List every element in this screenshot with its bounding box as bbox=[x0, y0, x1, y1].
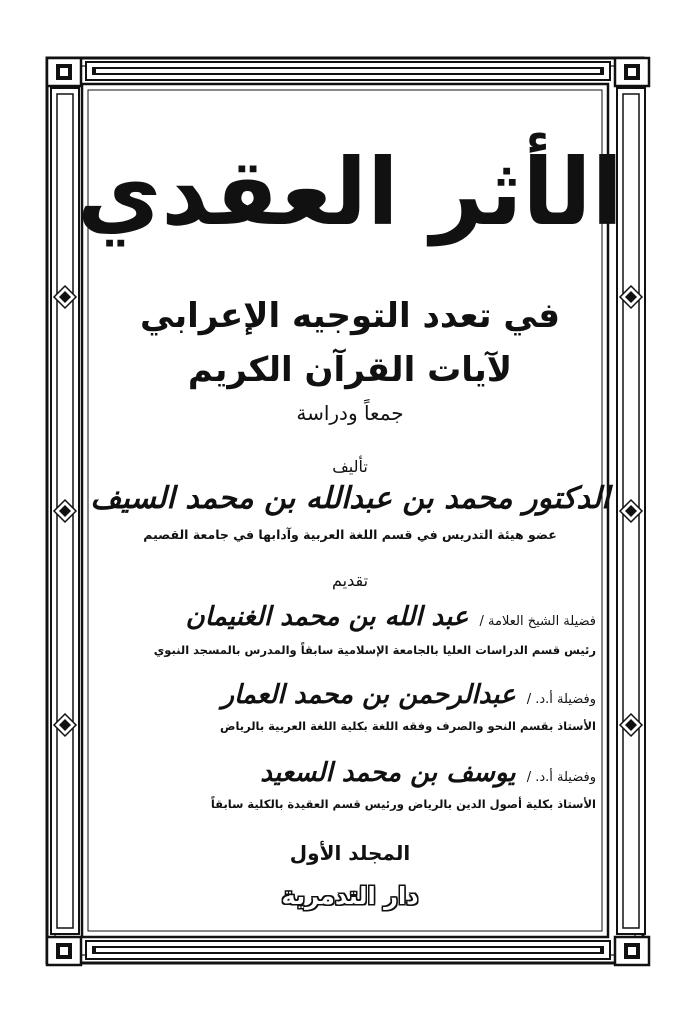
author-description: عضو هيئة التدريس في قسم اللغة العربية وآدابها في جامعة القصيم bbox=[143, 527, 557, 542]
authored-by-label: تأليف bbox=[332, 457, 368, 476]
presenter-3 bbox=[108, 754, 596, 797]
volume-label: المجلد الأول bbox=[289, 841, 411, 865]
book-title: الأثر العقدي bbox=[76, 139, 624, 246]
presenter-1-description: رئيس قسم الدراسات العليا بالجامعة الإسلامية سابقاً والمدرس بالمسجد النبوي bbox=[153, 643, 596, 657]
presenter-1-name: عبد الله بن محمد الغنيمان bbox=[185, 602, 469, 632]
book-subtitle-line-3: جمعاً ودراسة bbox=[296, 401, 404, 425]
introduction-label: تقديم bbox=[331, 571, 369, 590]
presenter-1-honorific: فضيلة الشيخ العلامة / bbox=[479, 614, 596, 629]
book-subtitle-line-2: لآيات القرآن الكريم bbox=[187, 350, 513, 390]
presenter-1 bbox=[108, 598, 596, 641]
book-subtitle-line-1: في تعدد التوجيه الإعرابي bbox=[139, 296, 560, 336]
publisher-logo bbox=[260, 872, 440, 920]
presenter-3-name: يوسف بن محمد السعيد bbox=[260, 758, 516, 788]
presenter-3-description: الأستاذ بكلية أصول الدين بالرياض ورئيس قسم العقيدة بالكلية سابقاً bbox=[210, 797, 596, 811]
presenter-2 bbox=[108, 676, 596, 719]
presenter-2-name: عبدالرحمن بن محمد العمار bbox=[221, 680, 516, 710]
presenter-3-honorific: وفضيلة أ.د. / bbox=[526, 770, 596, 785]
presenter-2-description: الأستاذ بقسم النحو والصرف وفقه اللغة بكلية اللغة العربية بالرياض bbox=[219, 719, 596, 733]
publisher-name: دار التدمرية bbox=[281, 882, 419, 910]
presenter-2-honorific: وفضيلة أ.د. / bbox=[526, 692, 596, 707]
author-name: الدكتور محمد بن عبدالله بن محمد السيف bbox=[90, 481, 610, 516]
